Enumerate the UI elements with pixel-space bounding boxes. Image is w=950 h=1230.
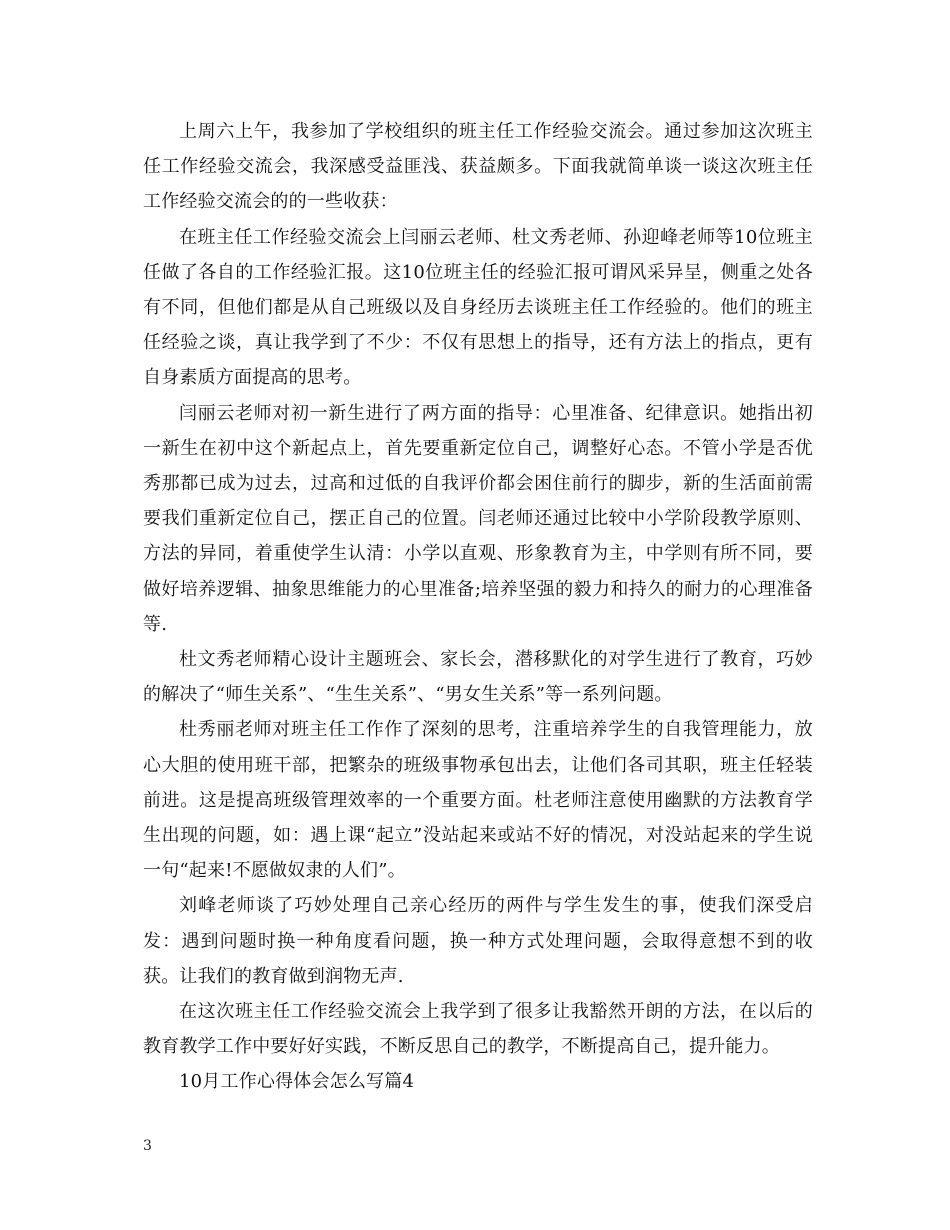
- paragraph: 闫丽云老师对初一新生进行了两方面的指导：心里准备、纪律意识。她指出初一新生在初中这个新起点上，首先要重新定位自己，调整好心态。不管小学是否优秀那都已成为过去，过高和过低的自我评价都会困住前行的脚步，新的生活面前需要我们重新定位自己，摆正自己的位置。闫老师还通过比较中小学阶段教学原则、方法的异同，着重使学生认清：小学以直观、形象教育为主，中学则有所不同，要做好培养逻辑、抽象思维能力的心里准备;培养坚强的毅力和持久的耐力的心理准备等.: [143, 402, 813, 635]
- paragraph: 上周六上午，我参加了学校组织的班主任工作经验交流会。通过参加这次班主任工作经验交流会，我深感受益匪浅、获益颇多。下面我就简单谈一谈这次班主任工作经验交流会的的一些收获：: [143, 121, 813, 213]
- section-heading: 10月工作心得体会怎么写篇4: [179, 1071, 415, 1093]
- paragraph: 杜文秀老师精心设计主题班会、家长会，潜移默化的对学生进行了教育，巧妙的解决了“师生关系”、“生生关系”、“男女生关系”等一系列问题。: [143, 649, 813, 706]
- page-number: 3: [143, 1138, 152, 1154]
- paragraph: 杜秀丽老师对班主任工作作了深刻的思考，注重培养学生的自我管理能力，放心大胆的使用班干部，把繁杂的班级事物承包出去，让他们各司其职，班主任轻装前进。这是提高班级管理效率的一个重要方面。杜老师注意使用幽默的方法教育学生出现的问题，如：遇上课“起立”没站起来或站不好的情况，对没站起来的学生说一句“起来!不愿做奴隶的人们”。: [143, 719, 813, 882]
- paragraph: 在这次班主任工作经验交流会上我学到了很多让我豁然开朗的方法，在以后的教育教学工作中要好好实践，不断反思自己的教学，不断提高自己，提升能力。: [143, 1001, 813, 1058]
- document-body: [143, 114, 813, 1100]
- paragraph: 在班主任工作经验交流会上闫丽云老师、杜文秀老师、孙迎峰老师等10位班主任做了各自的工作经验汇报。这10位班主任的经验汇报可谓风采异呈，侧重之处各有不同，但他们都是从自己班级以及自身经历去谈班主任工作经验的。他们的班主任经验之谈，真让我学到了不少：不仅有思想上的指导，还有方法上的指点，更有自身素质方面提高的思考。: [143, 226, 813, 389]
- paragraph: 刘峰老师谈了巧妙处理自己亲心经历的两件与学生发生的事，使我们深受启发：遇到问题时换一种角度看问题，换一种方式处理问题，会取得意想不到的收获。让我们的教育做到润物无声.: [143, 895, 813, 987]
